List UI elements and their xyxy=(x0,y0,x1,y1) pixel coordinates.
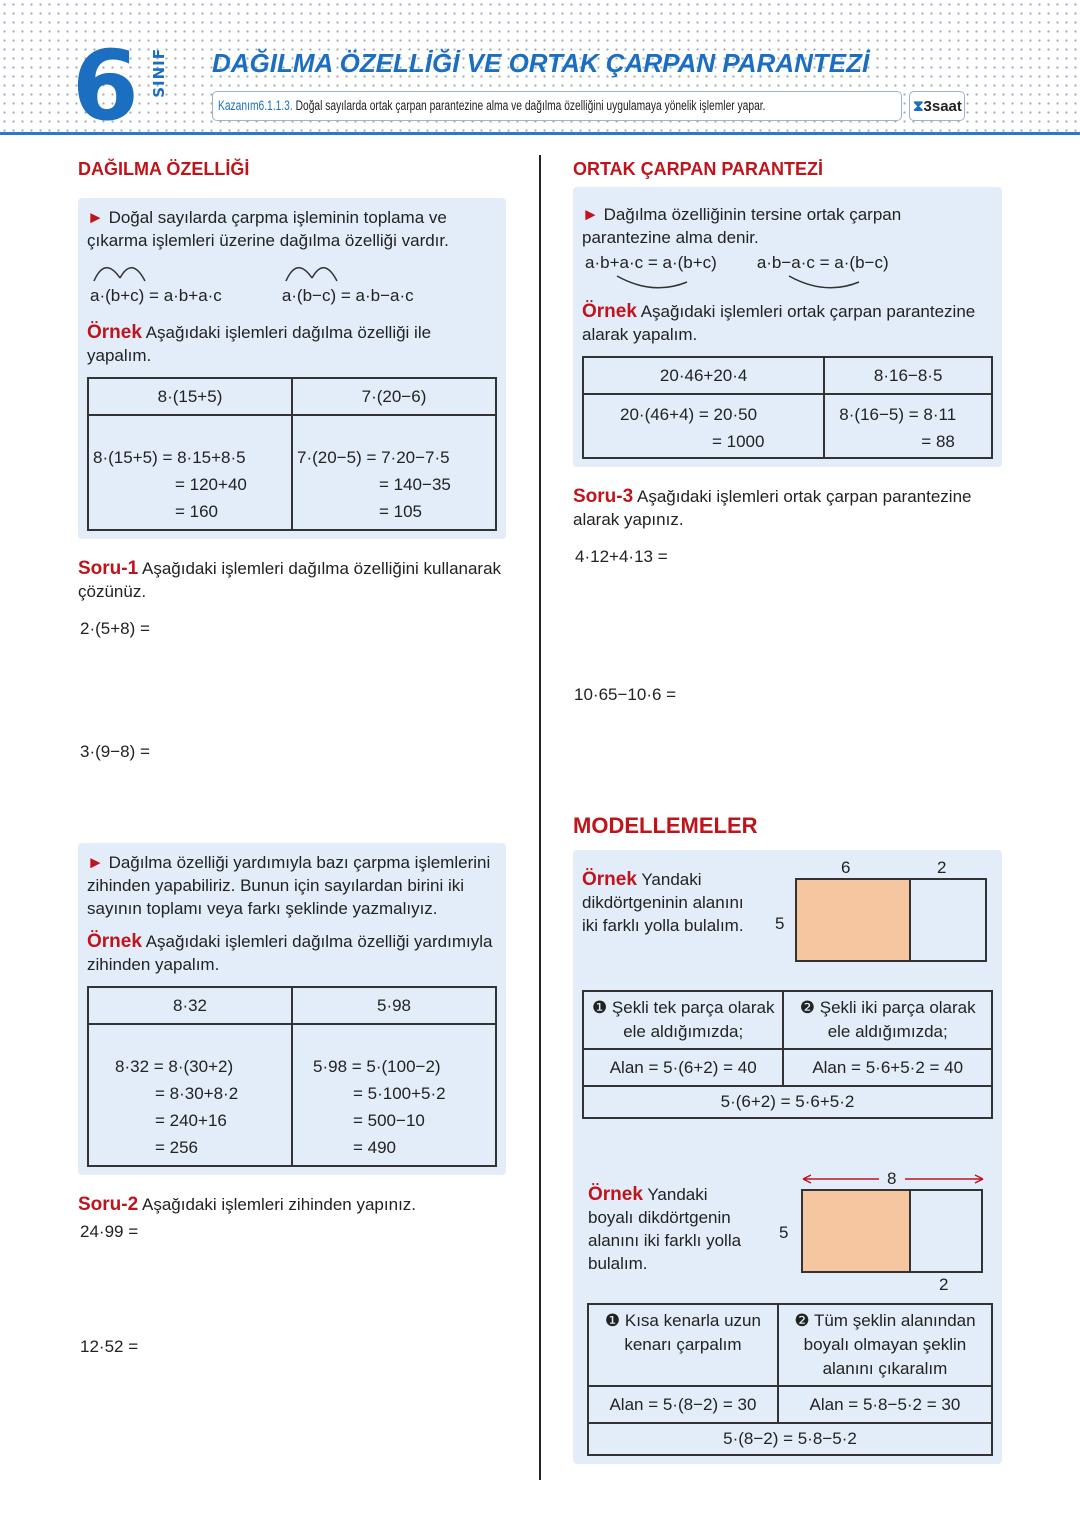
question-1b: 3·(9−8) = xyxy=(80,742,150,761)
bullet-triangle-icon: ► xyxy=(87,208,109,227)
info-box-ortak xyxy=(573,187,1002,467)
example-text: Örnek Yandaki boyalı dikdörtgenin alanını iki farklı yolla bulalım. xyxy=(588,1184,742,1273)
table-header: ❶ Kısa kenarla uzun kenarı çarpalım xyxy=(588,1304,778,1386)
table-cell: 8·32 = 8·(30+2) = 8·30+8·2 = 240+16 = 256 xyxy=(88,1024,292,1166)
example-text: Örnek Yandaki dikdörtgeninin alanını iki farklı yolla bulalım. xyxy=(582,869,744,935)
table-header: ❶ Şekli tek parça olarak ele aldığımızda; xyxy=(583,991,783,1049)
bullet-triangle-icon: ► xyxy=(87,853,109,872)
intro-text: ► Dağılma özelliği yardımıyla bazı çarpma işlemlerini zihinden yapabiliriz. Bunun için sayılardan birini iki sayının toplamı veya farkı şeklinde yazmalıyız. xyxy=(87,853,491,918)
model-2-row xyxy=(582,1169,993,1297)
model-1-row xyxy=(582,858,993,970)
question-2b: 12·52 = xyxy=(80,1337,139,1356)
left-column xyxy=(78,155,506,1358)
formula-subtraction-block xyxy=(757,251,889,292)
dimension-label: 8 xyxy=(887,1169,897,1188)
table-cell: Alan = 5·(8−2) = 30 xyxy=(588,1386,778,1423)
example-table xyxy=(87,377,497,531)
example-text: Örnek Aşağıdaki işlemleri dağılma özelliği yardımıyla zihinden yapalım. xyxy=(87,931,493,974)
table-footer: 5·(6+2) = 5·6+5·2 xyxy=(583,1086,992,1118)
dimension-label: 2 xyxy=(937,858,947,877)
question-3b: 10·65−10·6 = xyxy=(574,685,677,704)
kazanim-code: Kazanım6.1.1.3. xyxy=(218,98,293,113)
table-cell: 20·(46+4) = 20·50 = 1000 xyxy=(583,394,824,458)
bullet-triangle-icon: ► xyxy=(582,205,604,224)
question-2: Soru-2 Aşağıdaki işlemleri zihinden yapınız. xyxy=(78,1194,417,1215)
question-2a: 24·99 = xyxy=(80,1222,139,1241)
table-header: 8·(15+5) xyxy=(88,378,292,415)
model-table-2 xyxy=(587,1303,993,1456)
table-header: ❷ Tüm şeklin alanından boyalı olmayan şeklin alanını çıkaralım xyxy=(778,1304,992,1386)
section-heading-ortak: ORTAK ÇARPAN PARANTEZİ xyxy=(573,159,823,179)
unshaded-rectangle xyxy=(909,878,987,962)
right-column xyxy=(573,155,1002,1464)
example-table xyxy=(582,356,993,459)
factor-arrow-icon xyxy=(785,274,865,292)
kazanim-text: Doğal sayılarda ortak çarpan parantezine alma ve dağılma özelliğini uygulamaya yönelik işlemler yapar. xyxy=(295,98,766,113)
question-1: Soru-1 Aşağıdaki işlemleri dağılma özelliğini kullanarak çözünüz. xyxy=(78,558,502,601)
formula-subtraction: a·(b−c) = a·b−a·c xyxy=(281,286,414,305)
formula-addition: a·(b+c) = a·b+a·c xyxy=(90,286,222,305)
table-cell: Alan = 5·6+5·2 = 40 xyxy=(783,1049,992,1086)
table-header: ❷ Şekli iki parça olarak ele aldığımızda; xyxy=(783,991,992,1049)
page-title: DAĞILMA ÖZELLİĞİ VE ORTAK ÇARPAN PARANTEZİ xyxy=(212,48,870,78)
factor-arrow-icon xyxy=(613,274,693,292)
formula-addition: a·b+a·c = a·(b+c) xyxy=(585,253,717,272)
model-2-figure xyxy=(773,1169,993,1297)
dimension-label: 6 xyxy=(841,858,851,877)
table-cell: Alan = 5·8−5·2 = 30 xyxy=(778,1386,992,1423)
info-box-mental xyxy=(78,843,506,1175)
section-heading-dagilma: DAĞILMA ÖZELLİĞİ xyxy=(78,159,250,179)
page-header xyxy=(0,0,1080,142)
grade-number: 6 xyxy=(72,30,139,142)
shaded-rectangle xyxy=(801,1189,911,1273)
column-divider xyxy=(539,155,541,1480)
table-header: 7·(20−6) xyxy=(292,378,496,415)
table-cell: 5·98 = 5·(100−2) = 5·100+5·2 = 500−10 = 490 xyxy=(292,1024,496,1166)
dimension-label: 2 xyxy=(939,1275,949,1294)
dimension-label: 5 xyxy=(779,1223,789,1242)
info-box-dagilma xyxy=(78,198,506,539)
example-table xyxy=(87,986,497,1167)
distribution-arrow-icon xyxy=(90,256,150,284)
formula-subtraction-block xyxy=(282,256,414,307)
table-footer: 5·(8−2) = 5·8−5·2 xyxy=(588,1423,992,1455)
duration-badge xyxy=(909,91,965,121)
table-header: 20·46+20·4 xyxy=(583,357,824,394)
intro-text: ► Doğal sayılarda çarpma işleminin toplama ve çıkarma işlemleri üzerine dağılma özelliği vardır. xyxy=(87,208,449,250)
table-header: 5·98 xyxy=(292,987,496,1024)
table-cell: 7·(20−5) = 7·20−7·5 = 140−35 = 105 xyxy=(292,415,496,530)
table-cell: Alan = 5·(6+2) = 40 xyxy=(583,1049,783,1086)
grade-label: SINIF xyxy=(150,48,168,98)
duration-text: 3saat xyxy=(923,98,962,115)
kazanim-box xyxy=(212,91,902,121)
model-table-1 xyxy=(582,990,993,1119)
model-1-figure xyxy=(773,858,993,970)
shaded-rectangle xyxy=(795,878,911,962)
question-1a: 2·(5+8) = xyxy=(80,619,150,638)
distribution-arrow-icon xyxy=(282,256,342,284)
formula-addition-block xyxy=(90,256,222,307)
question-3: Soru-3 Aşağıdaki işlemleri ortak çarpan parantezine alarak yapınız. xyxy=(573,486,972,529)
example-text: Örnek Aşağıdaki işlemleri ortak çarpan parantezine alarak yapalım. xyxy=(582,301,976,344)
modelling-box xyxy=(573,850,1002,1464)
dimension-label: 5 xyxy=(775,914,785,933)
formula-subtraction: a·b−a·c = a·(b−c) xyxy=(756,253,889,272)
table-cell: 8·(16−5) = 8·11 = 88 xyxy=(824,394,992,458)
hourglass-icon: ⧗ xyxy=(913,98,924,115)
example-text: Örnek Aşağıdaki işlemleri dağılma özelliği ile yapalım. xyxy=(87,322,432,365)
table-header: 8·32 xyxy=(88,987,292,1024)
table-header: 8·16−8·5 xyxy=(824,357,992,394)
unshaded-rectangle xyxy=(909,1189,983,1273)
question-3a: 4·12+4·13 = xyxy=(575,547,668,566)
formula-addition-block xyxy=(585,251,717,292)
intro-text: ► Dağılma özelliğinin tersine ortak çarpan parantezine alma denir. xyxy=(582,205,902,247)
table-cell: 8·(15+5) = 8·15+8·5 = 120+40 = 160 xyxy=(88,415,292,530)
section-heading-modellemeler: MODELLEMELER xyxy=(573,813,758,838)
